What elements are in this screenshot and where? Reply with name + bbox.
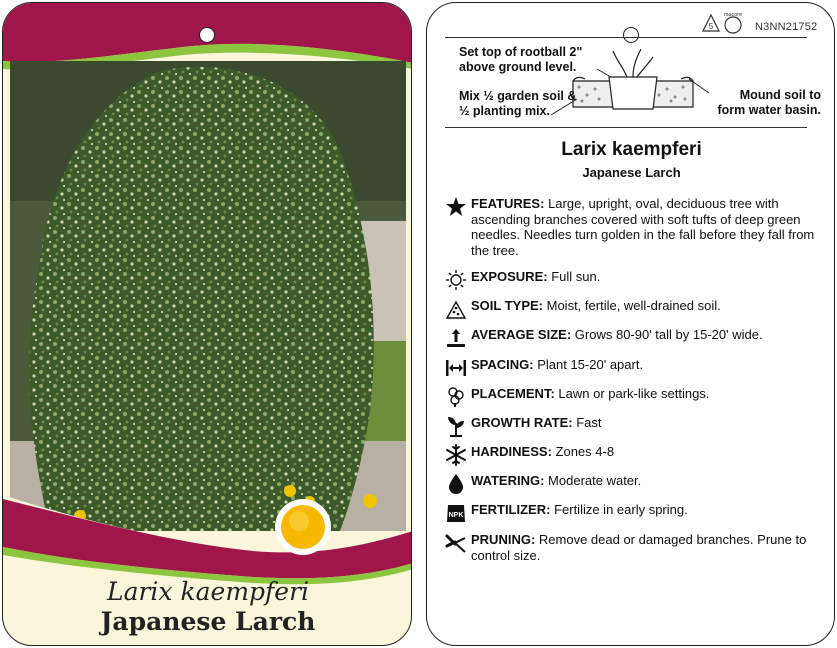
size-icon <box>445 327 467 349</box>
recycle-number: 5 <box>708 22 714 31</box>
spacing-icon <box>445 357 467 379</box>
feature-text: Remove dead or damaged branches. Prune to control size. <box>471 532 807 563</box>
feature-text: Moist, fertile, well-drained soil. <box>546 298 721 313</box>
feature-label: SPACING: <box>471 357 534 372</box>
feature-text: Large, upright, oval, deciduous tree with ascending branches covered with soft tufts of deep green needles. Needles turn golden in the fall before they fall from the tree. <box>471 196 815 258</box>
recycle-brand: macore <box>723 12 743 18</box>
common-name: Japanese Larch <box>582 165 681 180</box>
feature-label: GROWTH RATE: <box>471 415 573 430</box>
feature-label: AVERAGE SIZE: <box>471 327 572 342</box>
rootball-instruction: Set top of rootball 2" above ground level. <box>459 45 583 74</box>
plant-photo <box>10 61 406 531</box>
feature-text: Zones 4-8 <box>555 444 615 459</box>
feature-label: WATERING: <box>471 473 545 488</box>
full-sun-badge <box>273 497 333 557</box>
feature-label: SOIL TYPE: <box>471 298 543 313</box>
soil-icon <box>445 298 467 320</box>
snowflake-icon <box>445 444 467 466</box>
divider <box>445 37 807 38</box>
latin-name: Larix kaempferi <box>561 139 702 160</box>
placement-icon <box>445 386 467 408</box>
mound-soil-instruction: Mound soil to form water basin. <box>717 88 821 117</box>
recycle-icon <box>699 11 751 35</box>
feature-label: FEATURES: <box>471 196 545 211</box>
feature-label: EXPOSURE: <box>471 269 548 284</box>
star-icon <box>445 196 467 218</box>
common-name: Japanese Larch <box>100 607 316 636</box>
npk-label: NPK <box>448 512 464 519</box>
water-drop-icon <box>445 473 467 495</box>
feature-text: Moderate water. <box>548 473 642 488</box>
tag-hole <box>199 27 215 43</box>
sun-outline-icon <box>445 269 467 291</box>
feature-text: Fertilize in early spring. <box>554 502 688 517</box>
growth-icon <box>445 415 467 437</box>
back-tag <box>426 2 835 646</box>
latin-name: Larix kaempferi <box>106 577 310 606</box>
feature-label: PRUNING: <box>471 532 536 547</box>
front-tag <box>2 2 412 646</box>
feature-text: Grows 80-90' tall by 15-20' wide. <box>574 327 763 342</box>
product-code: N3NN21752 <box>755 21 818 33</box>
feature-text: Full sun. <box>551 269 601 284</box>
divider <box>445 127 807 128</box>
feature-text: Plant 15-20' apart. <box>537 357 644 372</box>
pruners-icon <box>445 532 467 554</box>
feature-label: HARDINESS: <box>471 444 552 459</box>
feature-label: PLACEMENT: <box>471 386 555 401</box>
npk-icon <box>445 502 467 524</box>
soil-mix-instruction: Mix ½ garden soil & ½ planting mix. <box>459 89 577 118</box>
feature-label: FERTILIZER: <box>471 502 551 517</box>
feature-text: Fast <box>576 415 602 430</box>
feature-text: Lawn or park-like settings. <box>558 386 710 401</box>
